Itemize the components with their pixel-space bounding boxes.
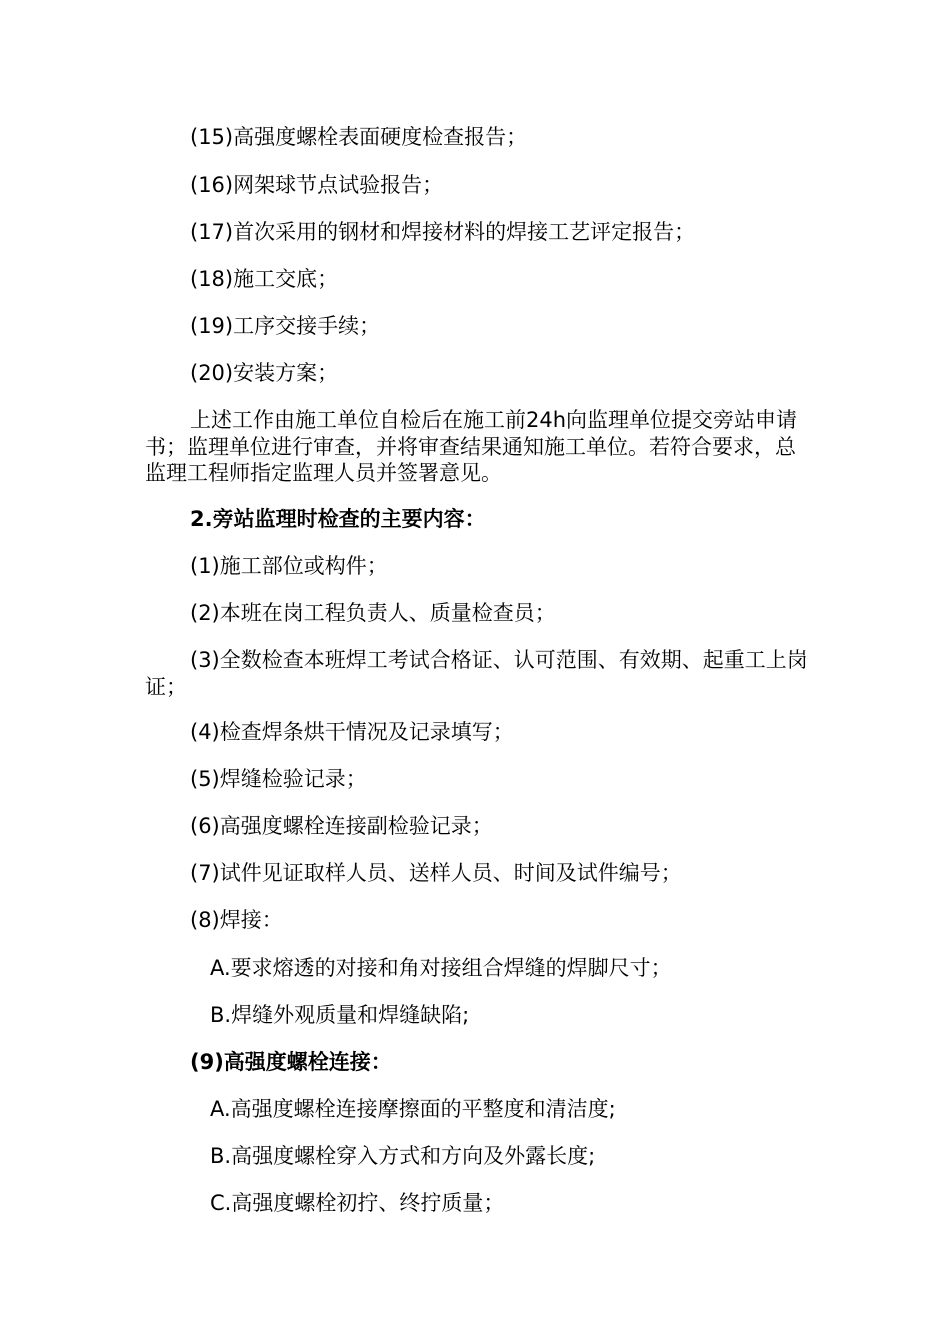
- list-item-6: (6)高强度螺栓连接副检验记录；: [190, 814, 493, 838]
- list-item-16: (16)网架球节点试验报告；: [190, 173, 444, 197]
- list-item-2: (2)本班在岗工程负责人、质量检查员；: [190, 601, 556, 625]
- list-item-5: (5)焊缝检验记录；: [190, 767, 367, 791]
- list-item-20: (20)安装方案；: [190, 361, 339, 385]
- list-item-18: (18)施工交底；: [190, 267, 339, 291]
- bolt-sub-b: B.高强度螺栓穿入方式和方向及外露长度;: [210, 1144, 596, 1168]
- list-item-8: (8)焊接：: [190, 908, 283, 932]
- welding-sub-b: B.焊缝外观质量和焊缝缺陷;: [210, 1003, 470, 1027]
- bolt-sub-a: A.高强度螺栓连接摩擦面的平整度和清洁度;: [210, 1097, 616, 1121]
- welding-sub-a: A.要求熔透的对接和角对接组合焊缝的焊脚尺寸；: [210, 956, 672, 980]
- body-paragraph: 上述工作由施工单位自检后在施工前24h向监理单位提交旁站申请书；监理单位进行审查，并将审查结果通知施工单位。若符合要求，总监理工程师指定监理人员并签署意见。: [145, 408, 798, 485]
- list-item-1: (1)施工部位或构件；: [190, 554, 388, 578]
- list-item-17: (17)首次采用的钢材和焊接材料的焊接工艺评定报告；: [190, 220, 696, 244]
- list-item-9: (9)高强度螺栓连接：: [190, 1050, 392, 1074]
- list-item-4: (4)检查焊条烘干情况及记录填写；: [190, 720, 514, 744]
- bolt-sub-c: C.高强度螺栓初拧、终拧质量；: [210, 1191, 505, 1215]
- list-item-7: (7)试件见证取样人员、送样人员、时间及试件编号；: [190, 861, 682, 885]
- section-heading: 2.旁站监理时检查的主要内容：: [190, 507, 486, 531]
- list-item-19: (19)工序交接手续；: [190, 314, 381, 338]
- list-item-3: (3)全数检查本班焊工考试合格证、认可范围、有效期、起重工上岗证；: [145, 648, 808, 699]
- list-item-15: (15)高强度螺栓表面硬度检查报告；: [190, 125, 528, 149]
